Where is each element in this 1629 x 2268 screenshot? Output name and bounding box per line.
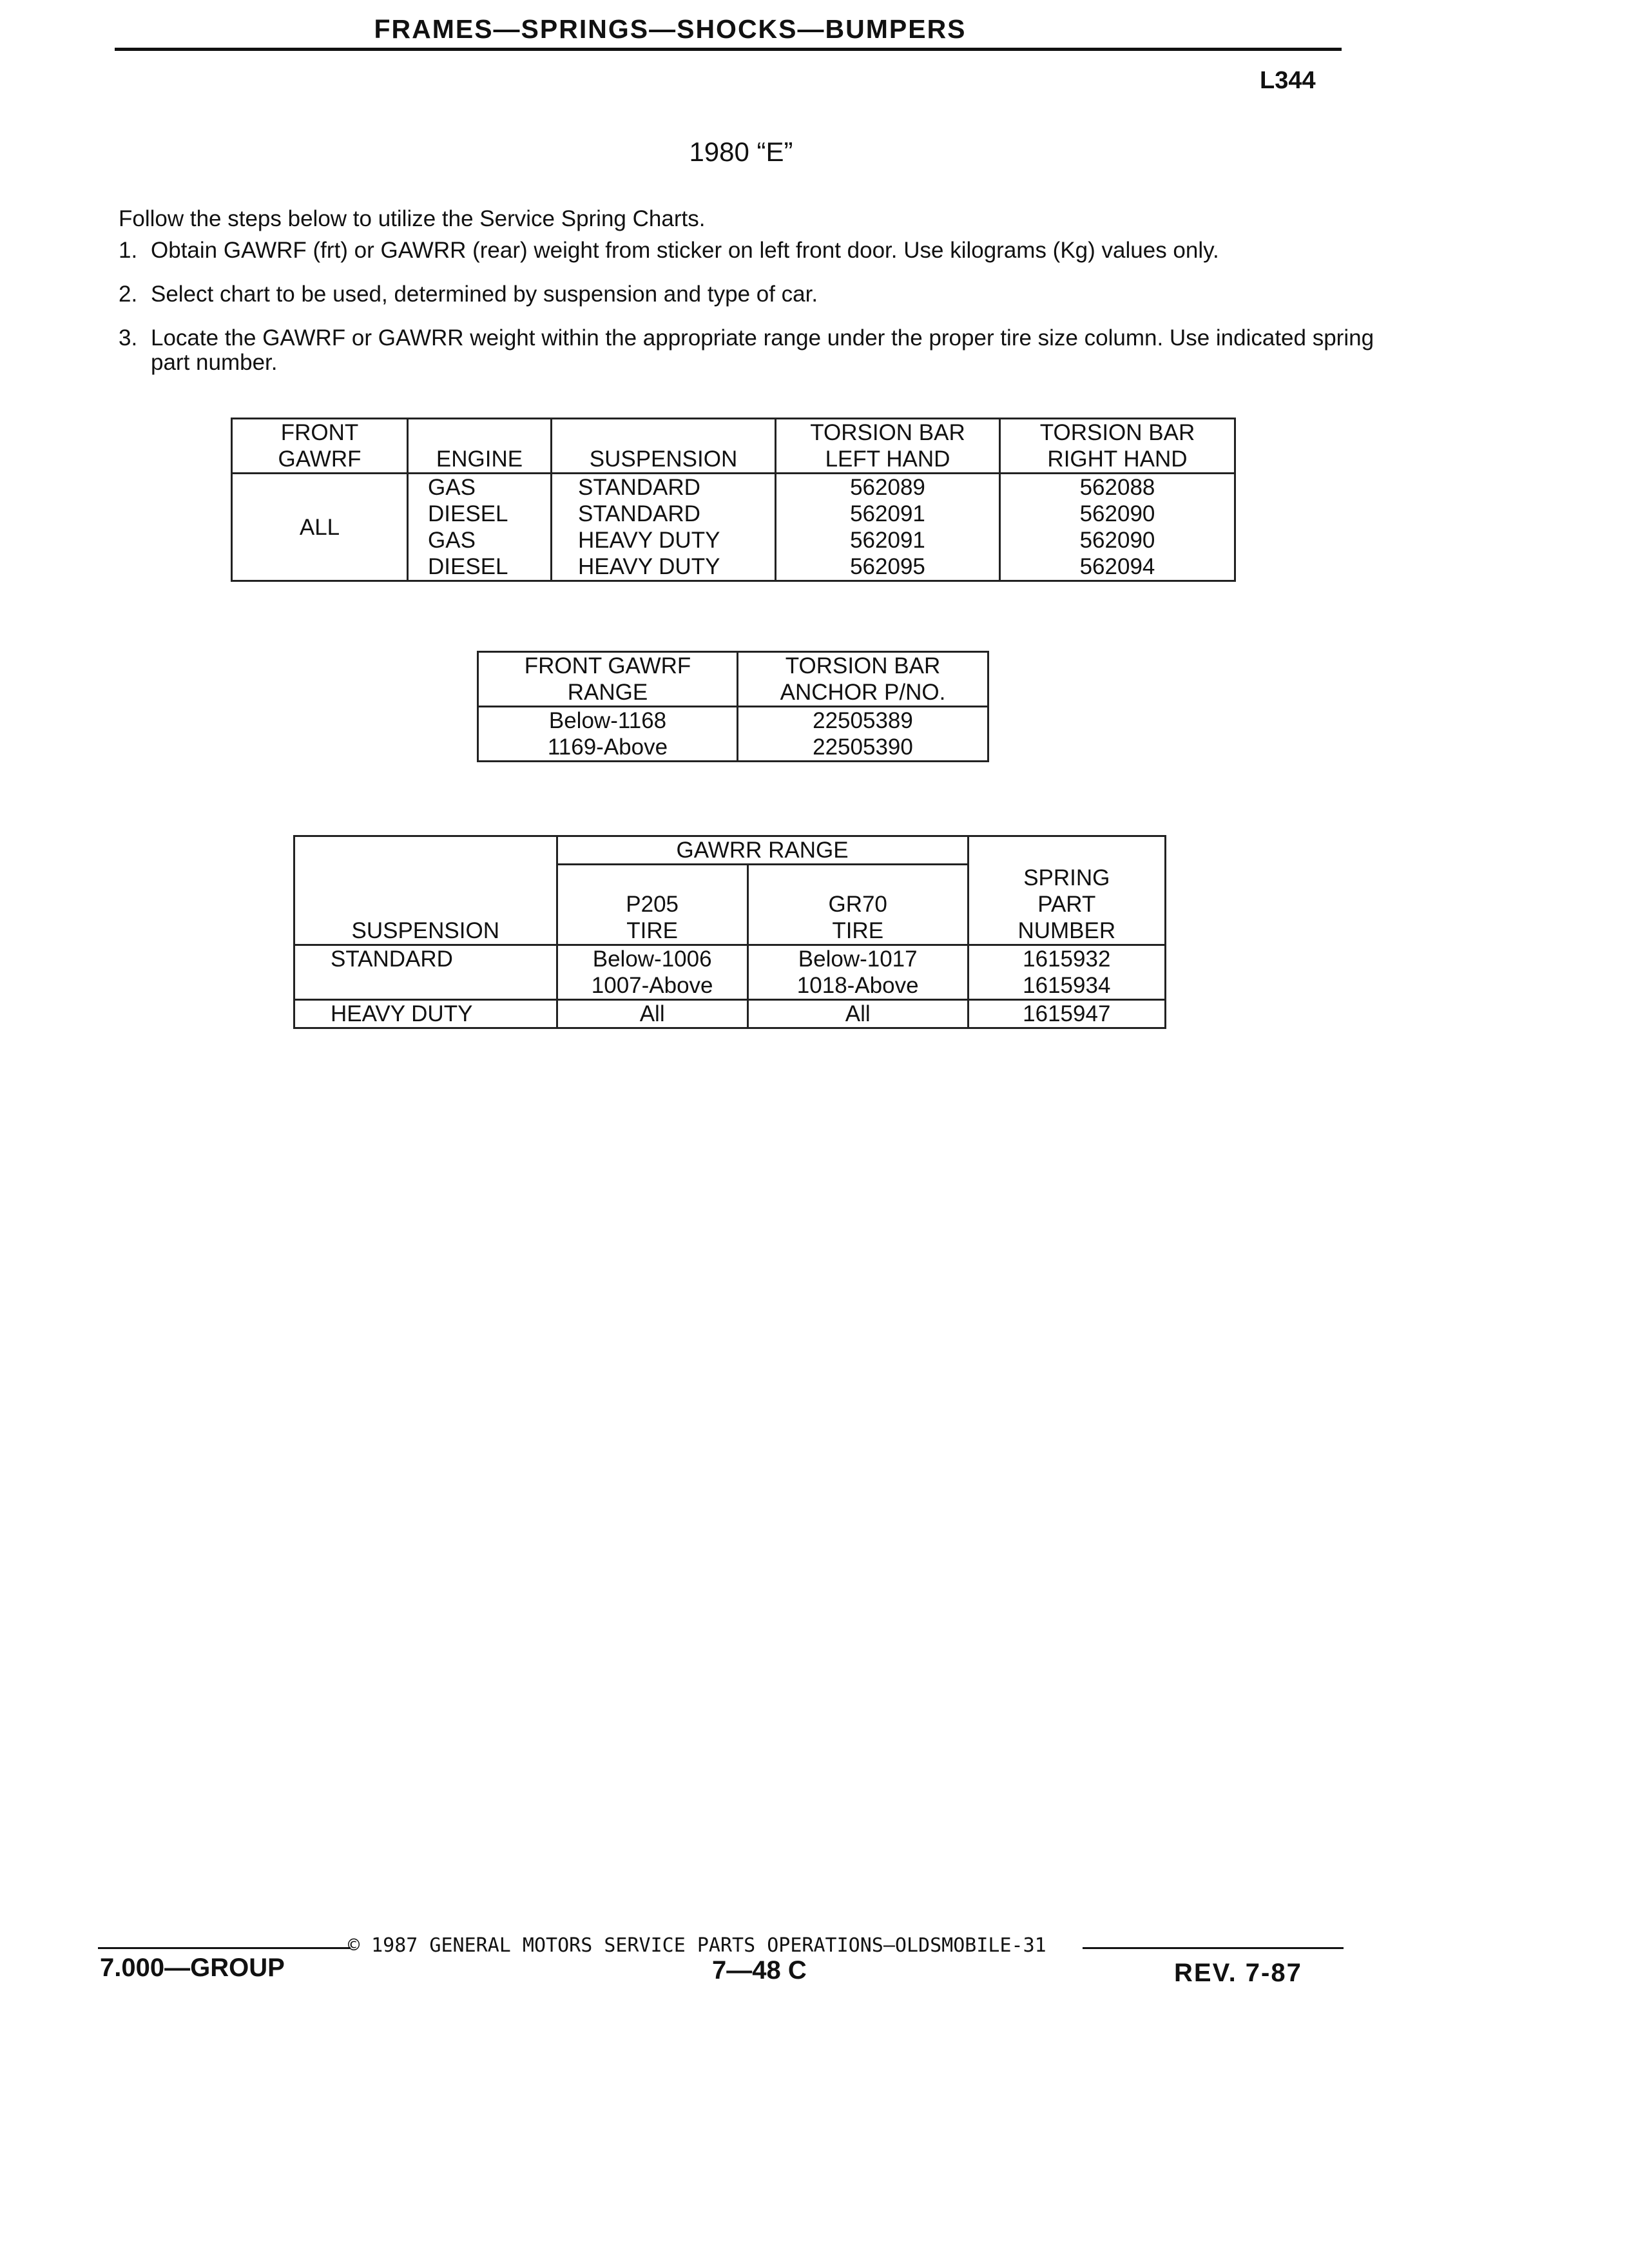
rear-spring-table [293, 835, 1166, 1029]
header-suspension: SUSPENSION [552, 419, 776, 474]
suspension-cell: HEAVY DUTY [294, 1000, 557, 1028]
footer-revision: REV. 7-87 [1174, 1959, 1302, 1987]
header-gawrr-range: GAWRR RANGE [557, 836, 968, 865]
footer-rule-left [98, 1947, 351, 1949]
anchor-cell: 22505389 22505390 [738, 707, 988, 762]
suspension-cell: STANDARD STANDARD HEAVY DUTY HEAVY DUTY [552, 474, 776, 581]
header-engine: ENGINE [408, 419, 552, 474]
instruction-step [119, 238, 1382, 263]
torsion-left-cell: 562089 562091 562091 562095 [776, 474, 1000, 581]
header-gr70-tire: GR70 TIRE [747, 865, 968, 945]
instructions-intro: Follow the steps below to utilize the Service Spring Charts. [119, 206, 706, 231]
step-text: Select chart to be used, determined by suspension and type of car. [151, 282, 818, 307]
step-number: 2. [119, 282, 138, 307]
gr70-cell: Below-1017 1018-Above [747, 945, 968, 1000]
step-text: Obtain GAWRF (frt) or GAWRR (rear) weight from sticker on left front door. Use kilograms (Kg) values only. [151, 238, 1219, 263]
p205-cell: All [557, 1000, 747, 1028]
torsion-bar-anchor-table [477, 651, 989, 762]
header-spring-part: SPRING PART NUMBER [968, 836, 1165, 945]
table-row [478, 707, 988, 762]
header-torsion-right: TORSION BAR RIGHT HAND [1000, 419, 1235, 474]
step-number: 1. [119, 238, 138, 263]
model-year-heading: 1980 “E” [689, 137, 793, 167]
header-front-gawrf-range: FRONT GAWRF RANGE [478, 652, 738, 707]
front-torsion-bar-table [231, 418, 1236, 582]
header-anchor-part: TORSION BAR ANCHOR P/NO. [738, 652, 988, 707]
p205-cell: Below-1006 1007-Above [557, 945, 747, 1000]
front-gawrf-value: ALL [232, 474, 408, 581]
table-row [294, 945, 1166, 1000]
header-p205-tire: P205 TIRE [557, 865, 747, 945]
footer-rule-right [1083, 1947, 1344, 1949]
instruction-step [119, 282, 1382, 307]
suspension-cell: STANDARD [294, 945, 557, 1000]
footer-page-number: 7—48 C [712, 1956, 807, 1984]
table-header-row [478, 652, 988, 707]
page-header-title: FRAMES—SPRINGS—SHOCKS—BUMPERS [374, 14, 967, 44]
footer-group: 7.000—GROUP [100, 1954, 285, 1982]
spring-cell: 1615947 [968, 1000, 1165, 1028]
range-cell: Below-1168 1169-Above [478, 707, 738, 762]
engine-cell: GAS DIESEL GAS DIESEL [408, 474, 552, 581]
header-torsion-left: TORSION BAR LEFT HAND [776, 419, 1000, 474]
table-header-row [232, 419, 1235, 474]
page-code: L344 [1260, 67, 1316, 94]
table-row [294, 1000, 1166, 1028]
table-header-row [294, 836, 1166, 865]
header-suspension: SUSPENSION [294, 836, 557, 945]
table-row [232, 474, 1235, 581]
step-text: Locate the GAWRF or GAWRR weight within the appropriate range under the proper tire size column. Use indicated spring part number. [151, 325, 1374, 375]
header-front-gawrf: FRONT GAWRF [232, 419, 408, 474]
step-number: 3. [119, 325, 138, 351]
instruction-step [119, 326, 1382, 375]
instruction-steps [119, 238, 1382, 394]
header-rule [115, 48, 1342, 51]
gr70-cell: All [747, 1000, 968, 1028]
torsion-right-cell: 562088 562090 562090 562094 [1000, 474, 1235, 581]
spring-cell: 1615932 1615934 [968, 945, 1165, 1000]
copyright-note: © 1987 GENERAL MOTORS SERVICE PARTS OPERATIONS—OLDSMOBILE-31 [348, 1934, 1046, 1957]
